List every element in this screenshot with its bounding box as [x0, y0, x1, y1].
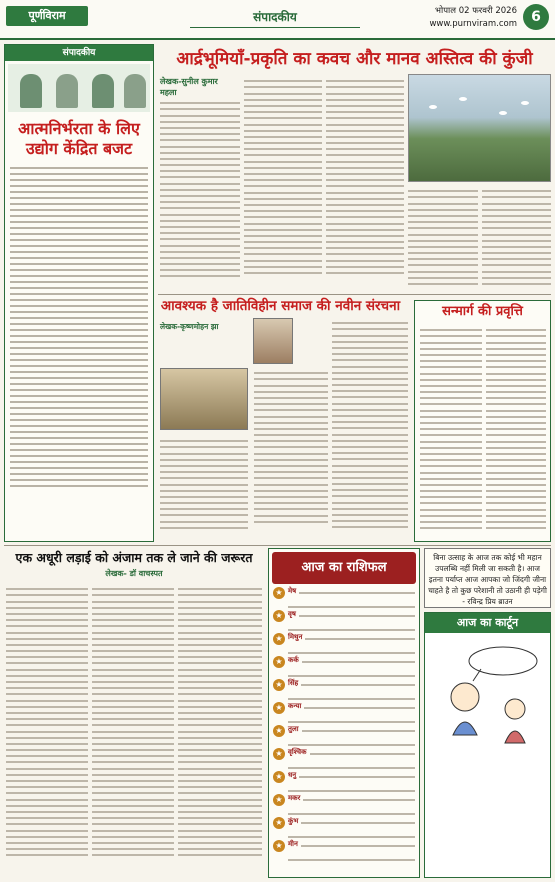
horoscope-item [273, 725, 415, 737]
taurus-icon: ★ [273, 610, 285, 622]
horoscope-text-line [273, 670, 415, 677]
horoscope-sign-label: मिथुन [288, 633, 303, 641]
story3-body-col-3 [178, 584, 262, 860]
horoscope-text-line [273, 693, 415, 700]
horoscope-text [288, 859, 415, 861]
sagittarius-icon: ★ [273, 771, 285, 783]
horoscope-text [305, 638, 415, 640]
horoscope-text [303, 799, 415, 801]
bird-icon [521, 101, 529, 105]
story2-photo [160, 368, 248, 430]
bird-icon [429, 105, 437, 109]
horoscope-sign-label: मकर [288, 794, 301, 802]
figure-icon [56, 74, 78, 108]
horoscope-text [299, 776, 415, 778]
horoscope-item [273, 840, 415, 852]
horoscope-text [288, 744, 415, 746]
horoscope-text-line [273, 739, 415, 746]
horoscope-sign-label: मेष [288, 587, 297, 595]
story2-byline: लेखक-कृष्णमोहन झा [160, 322, 219, 331]
horoscope-text [288, 790, 415, 792]
cartoon-box [424, 612, 551, 878]
story2-body-col-3 [332, 318, 408, 533]
horoscope-item [273, 587, 415, 599]
editorial-header: संपादकीय [5, 45, 153, 61]
horoscope-list [269, 587, 419, 861]
scorpio-icon: ★ [273, 748, 285, 760]
issue-date: भोपाल 02 फरवरी 2026 [435, 6, 517, 16]
horoscope-item [273, 771, 415, 783]
horoscope-text [288, 606, 415, 608]
horoscope-text [299, 615, 415, 617]
horoscope-text [288, 698, 415, 700]
horoscope-text-line [273, 762, 415, 769]
trend-headline[interactable]: सन्मार्ग की प्रवृत्ति [442, 304, 523, 319]
story3-headline[interactable]: एक अधूरी लड़ाई को अंजाम तक ले जाने की जरूरत [15, 550, 253, 565]
horoscope-text-line [273, 601, 415, 608]
bird-icon [499, 111, 507, 115]
horoscope-item [273, 633, 415, 645]
editorial-illustration [8, 64, 150, 112]
story3-byline: लेखक- डॉ वाचस्पत [105, 569, 163, 578]
dateline [429, 5, 517, 31]
lead-byline: लेखक-सुनील कुमार महला [160, 77, 218, 97]
horoscope-text [288, 767, 415, 769]
newspaper-logo[interactable]: पूर्णविराम [6, 6, 88, 26]
gemini-icon: ★ [273, 633, 285, 645]
horoscope-text [301, 845, 415, 847]
horoscope-text-line [273, 716, 415, 723]
capricorn-icon: ★ [273, 794, 285, 806]
story2-headline[interactable]: आवश्यक है जातिविहीन समाज की नवीन संरचना [160, 298, 401, 314]
divider [158, 294, 551, 295]
lead-body-col-5 [482, 186, 551, 289]
website-link[interactable]: www.purnviram.com [429, 19, 517, 29]
horoscope-sign-label: कर्क [288, 656, 299, 664]
aries-icon: ★ [273, 587, 285, 599]
lead-body-col-1 [160, 98, 240, 282]
trend-column [414, 300, 551, 542]
horoscope-text [301, 822, 415, 824]
figure-icon [20, 74, 42, 108]
lead-body-col-2 [244, 76, 322, 278]
pisces-icon: ★ [273, 840, 285, 852]
horoscope-header: आज का राशिफल [272, 552, 416, 584]
horoscope-text-line [273, 647, 415, 654]
leo-icon: ★ [273, 679, 285, 691]
story3-body-col-2 [92, 584, 174, 860]
figure-icon [92, 74, 114, 108]
horoscope-text [288, 629, 415, 631]
horoscope-item [273, 679, 415, 691]
lead-body-col-4 [408, 186, 478, 289]
horoscope-text-line [273, 808, 415, 815]
horoscope-text-line [273, 831, 415, 838]
bird-icon [459, 97, 467, 101]
virgo-icon: ★ [273, 702, 285, 714]
quote-box: बिना उत्साह के आज तक कोई भी महान उपलब्धि नहीं मिली जा सकती है। आज इतना पर्याप्त आज आपका जो जिंदगी जीना चाहते है तो कुछ परेशानी तो उठानी ही पड़ेगी - रविन्द्र प्रिय ब्राउन [424, 548, 551, 608]
author-portrait [253, 318, 293, 364]
libra-icon: ★ [273, 725, 285, 737]
aquarius-icon: ★ [273, 817, 285, 829]
horoscope-text [302, 661, 415, 663]
horoscope-text-line [273, 854, 415, 861]
horoscope-text [288, 721, 415, 723]
horoscope-sign-label: मीन [288, 840, 298, 848]
editorial-headline[interactable]: आत्मनिर्भरता के लिए उद्योग केंद्रित बजट [18, 119, 140, 158]
horoscope-sign-label: वृश्चिक [288, 748, 307, 756]
horoscope-sign-label: कुंभ [288, 817, 299, 825]
horoscope-text-line [273, 785, 415, 792]
horoscope-text [310, 753, 415, 755]
horoscope-sign-label: सिंह [288, 679, 299, 687]
horoscope-sign-label: तुला [288, 725, 299, 733]
figure-icon [124, 74, 146, 108]
horoscope-text [288, 675, 415, 677]
trend-body-col-1 [420, 325, 482, 533]
story2-body-col-2 [254, 368, 328, 527]
horoscope-item [273, 656, 415, 668]
section-title: संपादकीय [190, 8, 360, 28]
horoscope-text [304, 707, 415, 709]
editorial-column [4, 44, 154, 542]
lead-headline[interactable]: आर्द्रभूमियाँ-प्रकृति का कवच और मानव अस्तित्व की कुंजी [176, 49, 533, 69]
horoscope-text-line [273, 624, 415, 631]
horoscope-item [273, 817, 415, 829]
horoscope-text [288, 836, 415, 838]
horoscope-item [273, 702, 415, 714]
horoscope-text [299, 592, 415, 594]
masthead [0, 0, 555, 40]
cancer-icon: ★ [273, 656, 285, 668]
lead-body-col-3 [326, 76, 404, 278]
story2-body-col-1 [160, 436, 248, 533]
horoscope-sign-label: वृष [288, 610, 296, 618]
wetland-photo [408, 74, 551, 182]
cartoon-drawing [433, 639, 543, 749]
horoscope-item [273, 794, 415, 806]
divider [4, 545, 551, 546]
horoscope-item [273, 748, 415, 760]
horoscope-text [301, 684, 415, 686]
horoscope-text [302, 730, 415, 732]
horoscope-item [273, 610, 415, 622]
story3-body-col-1 [6, 584, 88, 860]
horoscope-sign-label: धनु [288, 771, 297, 779]
horoscope-text [288, 813, 415, 815]
horoscope-box [268, 548, 420, 878]
page-number: 6 [523, 4, 549, 30]
horoscope-text [288, 652, 415, 654]
editorial-body [5, 167, 153, 487]
cartoon-header: आज का कार्टून [425, 613, 550, 633]
trend-body-col-2 [486, 325, 546, 533]
horoscope-sign-label: कन्या [288, 702, 302, 710]
